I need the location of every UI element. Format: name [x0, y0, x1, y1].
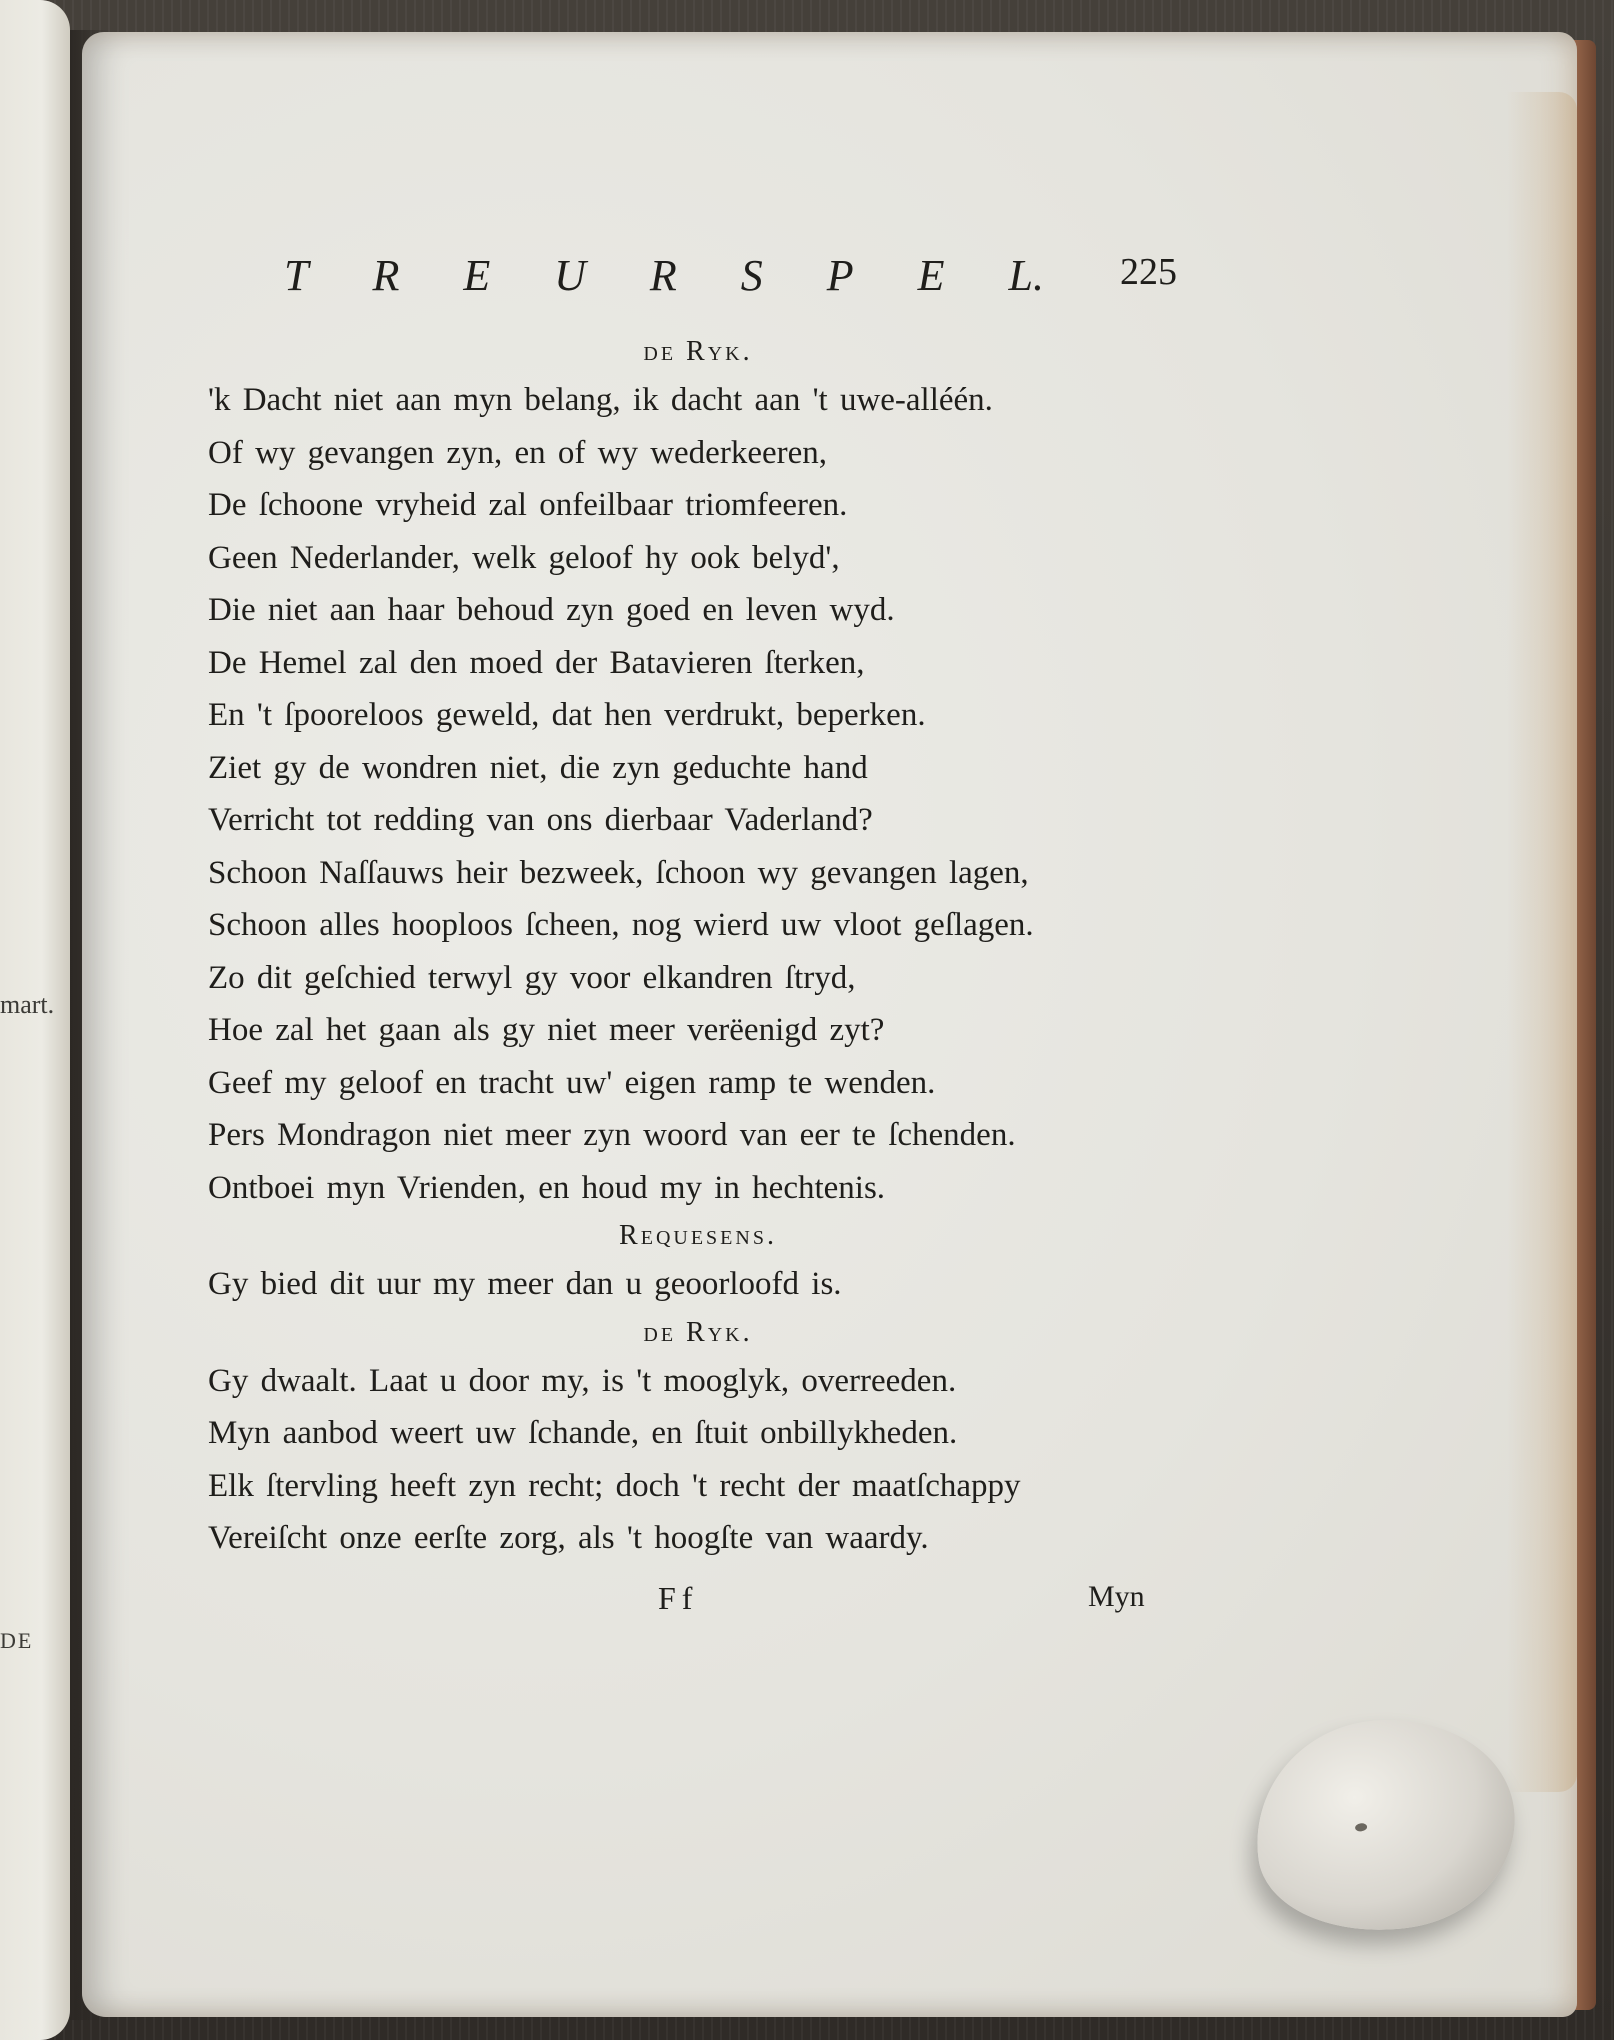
verse-line: Pers Mondragon niet meer zyn woord van eer te ſchenden. [208, 1117, 1016, 1153]
running-head-letter: S [740, 251, 763, 300]
verse-line: De ſchoone vryheid zal onfeilbaar triomfeeren. [208, 487, 848, 523]
left-page-fragment-bottom: DE [0, 1628, 34, 1653]
page-edge-stain [1507, 92, 1577, 1792]
verse-text-block [208, 330, 1148, 1565]
verse-line: Vereiſcht onze eerſte zorg, als 't hoogſte van waardy. [208, 1520, 929, 1556]
left-page-edge [0, 0, 70, 2040]
verse-line: Die niet aan haar behoud zyn goed en leven wyd. [208, 592, 895, 628]
verse-line: En 't ſpooreloos geweld, dat hen verdrukt, beperken. [208, 697, 926, 733]
left-page-fragment-top: mart. [0, 990, 55, 1019]
catchword: Myn [1088, 1580, 1145, 1613]
verse-line: Verricht tot redding van ons dierbaar Vaderland? [208, 802, 873, 838]
speaker-name: Requesens. [619, 1220, 777, 1251]
running-head-letter: E [917, 251, 945, 300]
running-head-letter: R [649, 251, 677, 300]
verse-line: Elk ſtervling heeft zyn recht; doch 't recht der maatſchappy [208, 1467, 1021, 1504]
verse-line: Ziet gy de wondren niet, die zyn geduchte hand [208, 749, 868, 786]
verse-line: Schoon alles hooploos ſcheen, nog wierd uw vloot geſlagen. [208, 907, 1034, 943]
verse-line: Geen Nederlander, welk geloof hy ook belyd', [208, 539, 840, 576]
running-head-letter: U [554, 251, 586, 300]
running-head-letter: T [284, 251, 309, 300]
verse-line: Of wy gevangen zyn, en of wy wederkeeren, [208, 434, 828, 471]
verse-line: Ontboei myn Vrienden, en houd my in hechtenis. [208, 1169, 886, 1206]
verse-line: Geef my geloof en tracht uw' eigen ramp te wenden. [208, 1064, 936, 1101]
running-head-letter: E [463, 251, 491, 300]
verse-line: Myn aanbod weert uw ſchande, en ſtuit onbillykheden. [208, 1415, 958, 1451]
running-head-letter: P [826, 251, 854, 300]
verse-line: Gy bied dit uur my meer dan u geoorloofd is. [208, 1266, 842, 1302]
speaker-name: de Ryk. [643, 336, 753, 367]
gathering-signature: Ff [658, 1580, 699, 1616]
verse-line: Gy dwaalt. Laat u door my, is 't mooglyk, overreeden. [208, 1362, 957, 1399]
verse-line: De Hemel zal den moed der Batavieren ſterken, [208, 644, 865, 681]
running-head-letter: L. [1008, 251, 1044, 300]
running-head-letter: R [372, 251, 400, 300]
running-head-title [284, 250, 1044, 301]
speaker-name: de Ryk. [643, 1316, 753, 1348]
verse-line: 'k Dacht niet aan myn belang, ik dacht aan 't uwe-alléén. [208, 382, 993, 418]
page-number: 225 [1120, 251, 1177, 293]
verse-line: Schoon Naſſauws heir bezweek, ſchoon wy gevangen lagen, [208, 854, 1029, 891]
verse-line: Hoe zal het gaan als gy niet meer verëenigd zyt? [208, 1012, 885, 1048]
verse-line: Zo dit geſchied terwyl gy voor elkandren ſtryd, [208, 959, 856, 996]
